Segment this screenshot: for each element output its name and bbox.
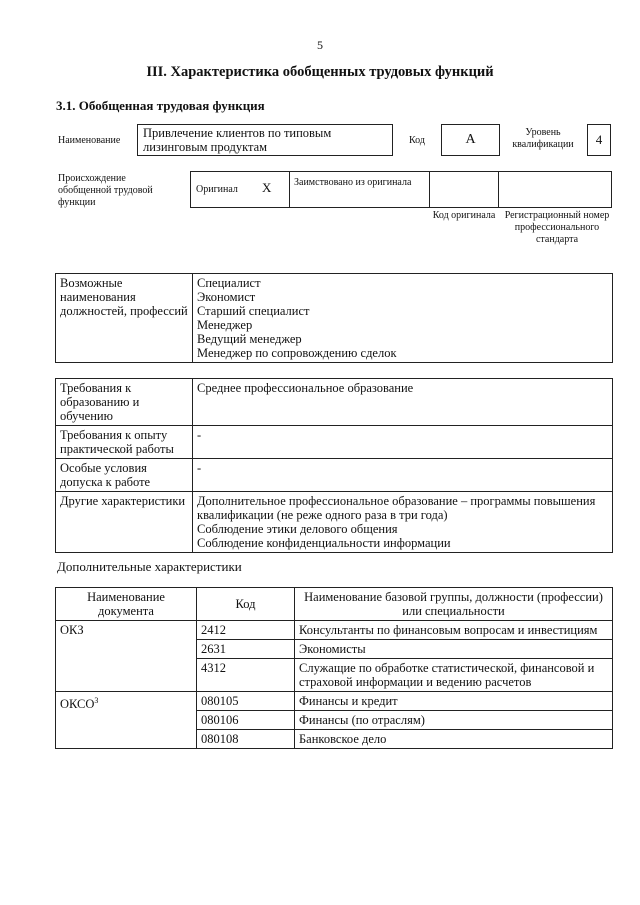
code-cell: 080105: [197, 692, 295, 711]
code-cell: 2412: [197, 621, 295, 640]
position-item: Менеджер: [197, 318, 253, 332]
level-label: Уровень квалификации: [512, 127, 574, 150]
req-value-education: [193, 379, 613, 426]
req-label-other: Другие характеристики: [56, 492, 193, 553]
reg-number-caption: Регистрационный номер профессионального стандарта: [504, 210, 610, 245]
code-label: Код: [409, 135, 425, 146]
name-value: Привлечение клиентов по типовым лизинговым продуктам: [137, 124, 393, 156]
subsection-title: 3.1. Обобщенная трудовая функция: [56, 98, 265, 113]
req-value-experience: [193, 426, 613, 459]
origin-divider-3: [498, 171, 499, 208]
positions-table: [55, 273, 613, 363]
req-value-text: -: [197, 461, 202, 475]
col-header-code: Код: [197, 588, 295, 621]
original-mark: X: [262, 180, 272, 195]
req-value-text: Соблюдение этики делового общения: [197, 522, 398, 536]
position-item: Специалист: [197, 276, 261, 290]
code-cell: 080106: [197, 711, 295, 730]
page-number: 5: [317, 38, 323, 52]
name-label: Наименование: [58, 135, 121, 146]
section-title: III. Характеристика обобщенных трудовых функций: [146, 64, 494, 80]
req-label-conditions: Особые условия допуска к работе: [56, 459, 193, 492]
doc-okso-text: ОКСО: [60, 697, 95, 712]
req-value-text: Соблюдение конфиденциальности информации: [197, 536, 451, 550]
name-cell: Финансы и кредит: [295, 692, 613, 711]
doc-cell-okz: ОКЗ: [56, 621, 197, 692]
doc-cell-okso: [56, 692, 197, 749]
name-cell: Финансы (по отраслям): [295, 711, 613, 730]
borrowed-label: Заимствовано из оригинала: [294, 177, 412, 188]
original-label: Оригинал: [196, 184, 238, 195]
code-value: А: [441, 124, 500, 156]
req-label-experience: Требования к опыту практической работы: [56, 426, 193, 459]
name-cell: Консультанты по финансовым вопросам и инвестициям: [295, 621, 613, 640]
origin-divider-1: [289, 171, 290, 208]
req-value-other: [193, 492, 613, 553]
col-header-doc: Наименование документа: [56, 588, 197, 621]
col-header-name: Наименование базовой группы, должности (профессии) или специальности: [295, 588, 613, 621]
req-value-text: Среднее профессиональное образование: [197, 381, 414, 395]
req-value-text: -: [197, 428, 202, 442]
code-cell: 080108: [197, 730, 295, 749]
req-value-text: Дополнительное профессиональное образование – программы повышения квалификации (не реже одного раза в три года): [197, 494, 596, 522]
code-original-caption: Код оригинала: [432, 210, 496, 221]
name-cell: Банковское дело: [295, 730, 613, 749]
name-cell: Экономисты: [295, 640, 613, 659]
origin-divider-2: [429, 171, 430, 208]
req-value-conditions: [193, 459, 613, 492]
doc-okso-footnote: 3: [94, 696, 99, 705]
requirements-table: [55, 378, 613, 553]
positions-list: [193, 274, 613, 363]
position-item: Экономист: [197, 290, 256, 304]
level-value: 4: [587, 124, 611, 156]
position-item: Ведущий менеджер: [197, 332, 302, 346]
additional-title: Дополнительные характеристики: [57, 559, 242, 574]
position-item: Старший специалист: [197, 304, 310, 318]
additional-table: [55, 587, 613, 749]
code-cell: 2631: [197, 640, 295, 659]
req-label-education: Требования к образованию и обучению: [56, 379, 193, 426]
position-item: Менеджер по сопровождению сделок: [197, 346, 397, 360]
positions-label: Возможные наименования должностей, профессий: [56, 274, 193, 363]
code-cell: 4312: [197, 659, 295, 692]
name-cell: Служащие по обработке статистической, финансовой и страховой информации и ведению расчетов: [295, 659, 613, 692]
origin-label: Происхождение обобщенной трудовой функции: [58, 173, 153, 208]
